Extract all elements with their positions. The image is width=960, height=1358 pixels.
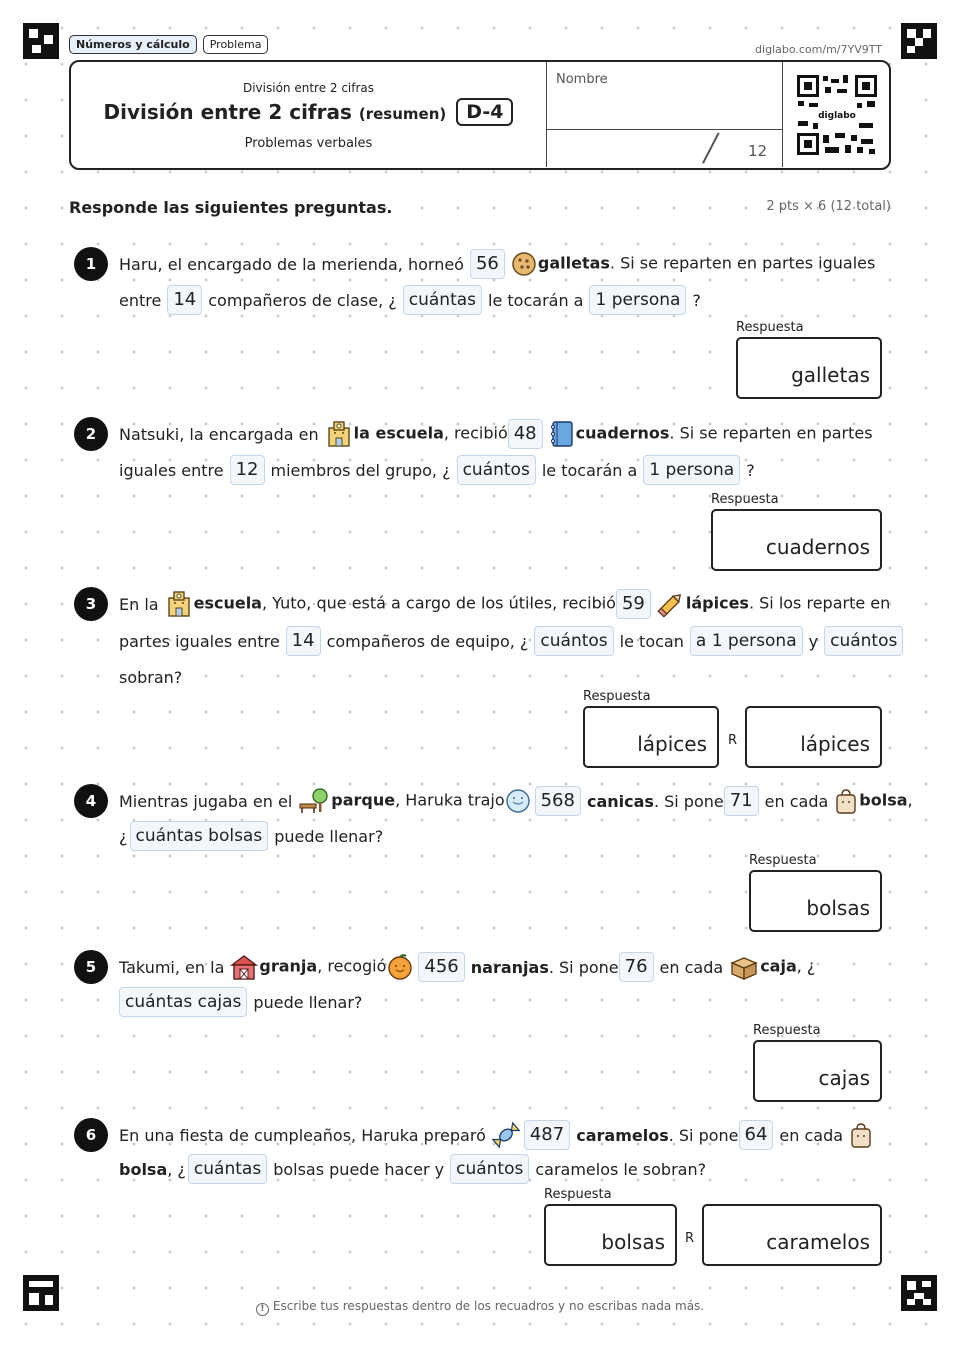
value-box: 487 — [524, 1120, 570, 1150]
barn-icon — [230, 953, 258, 981]
value-box: 59 — [616, 589, 651, 619]
value-box: 48 — [508, 419, 543, 449]
page-title: División entre 2 cifras (resumen) — [103, 100, 447, 124]
pencil-icon — [657, 590, 685, 618]
worksheet-code: D-4 — [456, 98, 513, 126]
answer-box-2[interactable]: cuadernos — [711, 509, 882, 571]
per-person-box: 1 persona — [589, 285, 686, 315]
type-tag: Problema — [203, 35, 269, 54]
answer-box-6-quotient[interactable]: bolsas — [544, 1204, 677, 1266]
question-word-box: cuántos — [450, 1154, 529, 1184]
score-total: 12 — [748, 142, 768, 160]
value-box: 14 — [167, 285, 202, 315]
name-field[interactable] — [546, 62, 782, 167]
answer-box-6-remainder[interactable]: caramelos — [702, 1204, 882, 1266]
value-box: 56 — [470, 249, 505, 279]
question-number-5: 5 — [74, 950, 108, 984]
question-word-box: cuántas cajas — [119, 987, 247, 1017]
info-icon: ! — [256, 1303, 269, 1316]
question-number-2: 2 — [74, 417, 108, 451]
school-icon — [325, 420, 353, 448]
value-box: 14 — [286, 626, 321, 656]
answer-box-5[interactable]: cajas — [753, 1040, 882, 1102]
question-5-line-2: cuántas cajas puede llenar? — [119, 985, 368, 1019]
box-icon — [729, 953, 759, 981]
candy-icon — [492, 1121, 520, 1149]
header-subtitle: Problemas verbales — [244, 136, 373, 151]
question-2-line-2: iguales entre 12 miembros del grupo, ¿ cuántos le tocarán a 1 persona ? — [119, 453, 761, 487]
name-label: Nombre — [556, 72, 608, 87]
answer-label: Respuesta — [753, 1023, 821, 1038]
question-word-box: cuántas bolsas — [130, 821, 269, 851]
answer-box-3-quotient[interactable]: lápices — [583, 706, 719, 768]
corner-marker-top-right — [901, 23, 937, 59]
qr-code-icon — [795, 73, 879, 157]
subject-tag: Números y cálculo — [69, 35, 197, 54]
park-icon — [298, 787, 330, 815]
tag-list — [69, 35, 268, 54]
question-6-line-1: En una fiesta de cumpleaños, Haruka preparó 487 caramelos. Si pone 64 en cada — [119, 1118, 874, 1152]
question-number-3: 3 — [74, 587, 108, 621]
answer-label: Respuesta — [711, 492, 779, 507]
orange-icon — [386, 953, 414, 981]
instructions: Responde las siguientes preguntas. — [69, 198, 393, 217]
question-3-line-1: En la escuela, Yuto, que está a cargo de los útiles, recibió 59 lápices. Si los reparte en — [119, 587, 890, 621]
question-word-box: cuántas — [403, 285, 482, 315]
question-number-1: 1 — [74, 247, 108, 281]
remainder-label: R — [728, 733, 738, 748]
bag-icon — [849, 1121, 873, 1149]
worksheet-header — [69, 60, 891, 170]
value-box: 12 — [230, 455, 265, 485]
title-block — [71, 62, 546, 167]
cookie-icon — [511, 251, 537, 277]
question-number-4: 4 — [74, 784, 108, 818]
remainder-label: R — [685, 1231, 695, 1246]
school-icon — [165, 590, 193, 618]
value-box: 64 — [739, 1120, 774, 1150]
question-1-line-2: entre 14 compañeros de clase, ¿ cuántas le tocarán a 1 persona ? — [119, 283, 707, 317]
question-4-line-1: Mientras jugaba en el parque, Haruka trajo 568 canicas. Si pone 71 en cada bolsa, — [119, 784, 913, 818]
site-url[interactable]: diglabo.com/m/7YV9TT — [755, 43, 882, 56]
question-3-line-2: partes iguales entre 14 compañeros de equipo, ¿ cuántos le tocan a 1 persona y cuántos — [119, 624, 909, 658]
value-box: 71 — [724, 786, 759, 816]
bag-icon — [834, 787, 858, 815]
question-1-line-1: Haru, el encargado de la merienda, horneó 56 galletas. Si se reparten en partes iguales — [119, 247, 875, 281]
footer-note: ! Escribe tus respuestas dentro de los recuadros y no escribas nada más. — [0, 1299, 960, 1316]
per-person-box: a 1 persona — [690, 626, 803, 656]
question-4-line-2: ¿ cuántas bolsas puede llenar? — [119, 819, 389, 853]
answer-box-3-remainder[interactable]: lápices — [745, 706, 882, 768]
question-word-box: cuántos — [534, 626, 613, 656]
answer-label: Respuesta — [749, 853, 817, 868]
value-box: 456 — [418, 952, 464, 982]
answer-label: Respuesta — [583, 689, 651, 704]
question-number-6: 6 — [74, 1118, 108, 1152]
per-person-box: 1 persona — [643, 455, 740, 485]
corner-marker-top-left — [23, 23, 59, 59]
score-slash: ╱ — [703, 134, 719, 164]
question-3-line-3: sobran? — [119, 667, 183, 687]
header-supertitle: División entre 2 cifras — [242, 81, 375, 95]
question-5-line-1: Takumi, en la granja, recogió 456 naranjas. Si pone 76 en cada caja, ¿ — [119, 950, 815, 984]
value-box: 76 — [619, 952, 654, 982]
question-2-line-1: Natsuki, la encargada en la escuela, recibió 48 cuadernos. Si se reparten en partes — [119, 417, 873, 451]
points-summary: 2 pts × 6 (12 total) — [766, 199, 891, 214]
answer-box-1[interactable]: galletas — [736, 337, 882, 399]
svg-text:diglabo: diglabo — [818, 111, 856, 121]
question-6-line-2: bolsa, ¿ cuántas bolsas puede hacer y cuántos caramelos le sobran? — [119, 1152, 712, 1186]
marble-icon — [505, 788, 531, 814]
qr-code-cell — [782, 62, 890, 167]
notebook-icon — [549, 420, 575, 448]
question-word-box: cuántos — [457, 455, 536, 485]
question-word-box: cuántos — [824, 626, 903, 656]
answer-box-4[interactable]: bolsas — [749, 870, 882, 932]
value-box: 568 — [535, 786, 581, 816]
answer-label: Respuesta — [544, 1187, 612, 1202]
question-word-box: cuántas — [188, 1154, 267, 1184]
answer-label: Respuesta — [736, 320, 804, 335]
